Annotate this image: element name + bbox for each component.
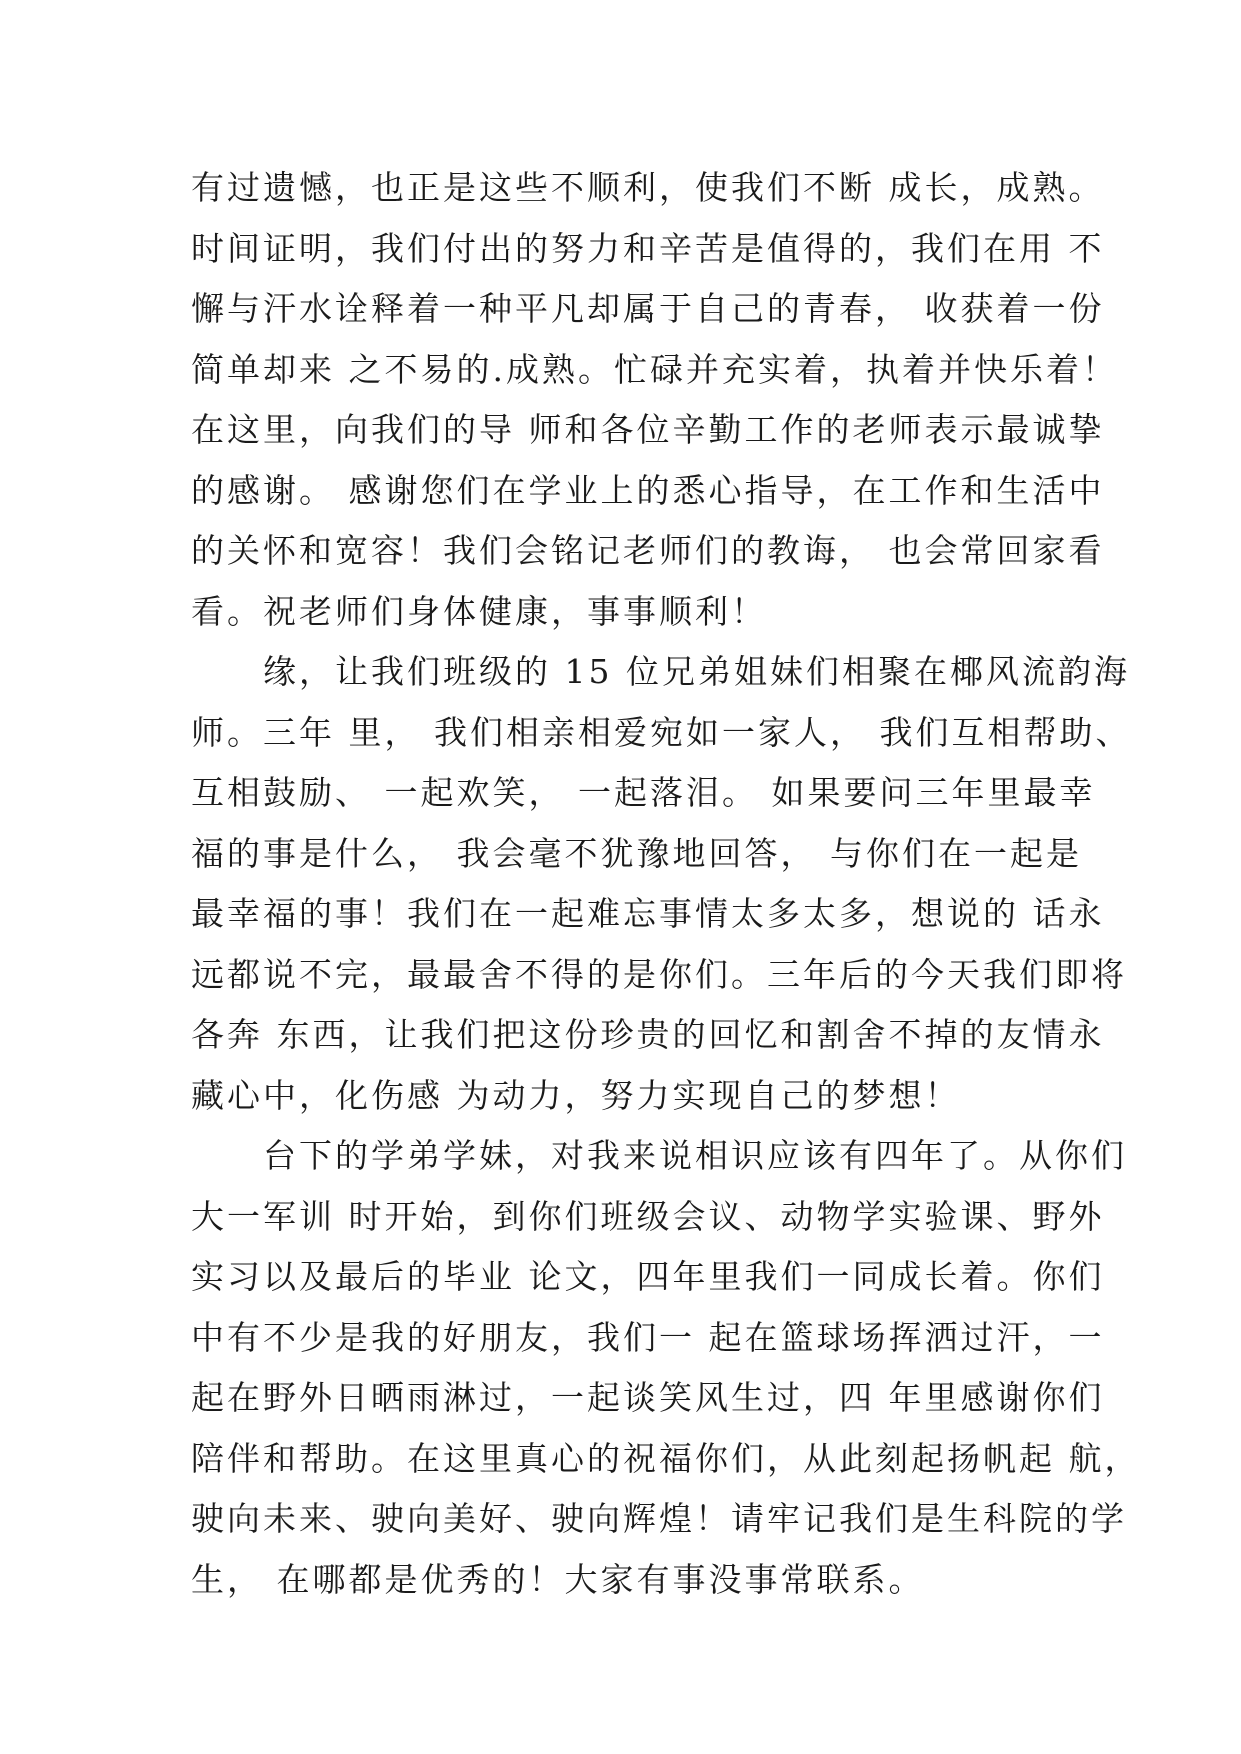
text-line: 简单却来 之不易的.成熟。忙碌并充实着，执着并快乐着！	[191, 349, 1118, 389]
text-line: 在这里，向我们的导 师和各位辛勤工作的老师表示最诚挚	[191, 410, 1105, 449]
text-line: 的关怀和宽容！我们会铭记老师们的教诲， 也会常回家看	[191, 531, 1105, 570]
text-line: 的感谢。 感谢您们在学业上的悉心指导，在工作和生活中	[191, 470, 1105, 510]
text-line: 中有不少是我的好朋友，我们一 起在篮球场挥洒过汗，一	[191, 1317, 1105, 1357]
text-line: 互相鼓励、 一起欢笑， 一起落泪。 如果要问三年里最幸	[191, 773, 1096, 812]
text-line: 大一军训 时开始，到你们班级会议、动物学实验课、野外	[191, 1196, 1105, 1236]
text-line: 驶向未来、驶向美好、驶向辉煌！请牢记我们是生科院的学	[191, 1499, 1127, 1538]
text-line: 缘，让我们班级的 15 位兄弟姐妹们相聚在椰风流韵海	[191, 652, 1130, 691]
text-line: 实习以及最后的毕业 论文，四年里我们一同成长着。你们	[191, 1257, 1105, 1296]
text-line: 看。祝老师们身体健康，事事顺利！	[191, 591, 767, 631]
text-line: 有过遗憾，也正是这些不顺利，使我们不断 成长，成熟。	[191, 168, 1105, 207]
text-line: 最幸福的事！我们在一起难忘事情太多太多，想说的 话永	[191, 894, 1105, 933]
text-line: 陪伴和帮助。在这里真心的祝福你们，从此刻起扬帆起 航，	[191, 1438, 1141, 1478]
text-line: 各奔 东西，让我们把这份珍贵的回忆和割舍不掉的友情永	[191, 1015, 1105, 1054]
text-line: 起在野外日晒雨淋过，一起谈笑风生过，四 年里感谢你们	[191, 1378, 1105, 1417]
text-line: 时间证明，我们付出的努力和辛苦是值得的，我们在用 不	[191, 228, 1105, 268]
text-line: 福的事是什么， 我会毫不犹豫地回答， 与你们在一起是	[191, 833, 1082, 873]
text-line: 台下的学弟学妹，对我来说相识应该有四年了。从你们	[191, 1136, 1127, 1175]
text-line: 懈与汗水诠释着一种平凡却属于自己的青春， 收获着一份	[191, 289, 1105, 328]
text-line: 远都说不完，最最舍不得的是你们。三年后的今天我们即将	[191, 954, 1127, 994]
document-body	[191, 158, 1141, 1610]
text-line: 生， 在哪都是优秀的！大家有事没事常联系。	[191, 1559, 925, 1599]
text-line: 师。三年 里， 我们相亲相爱宛如一家人， 我们互相帮助、	[191, 712, 1132, 752]
text-line: 藏心中，化伤感 为动力，努力实现自己的梦想！	[191, 1075, 961, 1115]
